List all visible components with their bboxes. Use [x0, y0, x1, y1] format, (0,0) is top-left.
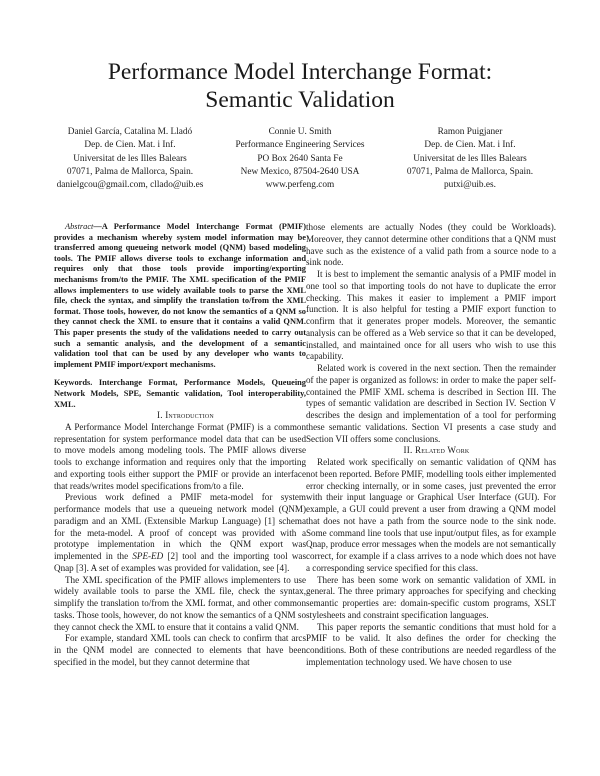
abstract-text: —A Performance Model Interchange Format (PMIF) provides a mechanism whereby system model information may be transferred among queueing network model (QNM) based modeling tools. The PMIF allows diverse tools to exchange information and requires only that those tools provide importing/exporting mechanisms from/to the PMIF. The XML specification of the PMIF allows implementers to use widely available tools to parse the XML file, check the syntax, and simplify the translation to/from the XML format. Those tools, however, do not know the semantics of a QNM so they cannot check the XML to ensure that it contains a valid QNM. This paper presents the study of the validations needed to carry out such a semantic analysis, and the development of a semantic validation tool that can be used by any developer who wants to implement PMIF import/export mechanisms. — [54, 222, 306, 369]
related-paragraph-1: Related work specifically on semantic validation of QNM has not been reported. Before PMIF, modelling tools either implemented error checking internally, or in some cases, just prevented the error with their input language or Graphical User Interface (GUI). For example, a GUI could prevent a user from drawing a QNM model that does not have a path from the source node to the sink node. Some command line tools that use input/output files, as for example Qnap, produce error messages when the models are not semantically correct, for example if a class arrives to a node which does not have a corresponding service specified for this class. — [306, 457, 556, 573]
author-2-company: Performance Engineering Services — [235, 140, 365, 151]
author-3-address: 07071, Palma de Mallorca, Spain. — [406, 166, 534, 177]
title-line-1: Performance Model Interchange Format: — [107, 59, 493, 85]
section-2-number: II. — [403, 445, 413, 456]
keywords: Keywords. Interchange Format, Performance Models, Queueing Network Models, SPE, Semantic validation, Tool interoperability, XML. — [54, 378, 306, 409]
author-1-dept: Dep. de Cien. Mat. i Inf. — [84, 140, 176, 151]
left-column — [54, 222, 306, 669]
author-3-name: Ramon Puigjaner — [437, 127, 503, 137]
right-column — [306, 222, 556, 669]
paper-title — [0, 58, 600, 114]
author-2-website: www.perfeng.com — [265, 180, 335, 191]
related-paragraph-2: There has been some work on semantic validation of XML in general. The three primary approaches for specifying and checking semantic properties are: domain-specific custom programs, XSLT stylesheets and constraint specification languages. — [306, 574, 556, 620]
intro-p2-end: [2] tool and the importing tool was Qnap [3]. A set of examples was provided for validation, see [4]. — [54, 551, 306, 573]
author-3 — [390, 126, 550, 192]
intro-paragraph-4: For example, standard XML tools can check to confirm that arcs in the QNM model are connected to elements that have been specified in the model, but they cannot determine that — [54, 633, 306, 667]
intro-paragraph-4-continued: those elements are actually Nodes (they could be Workloads). Moreover, they cannot determine other conditions that a QNM must have such as the existence of a valid path from a source node to a sink node. — [306, 222, 556, 268]
intro-p2-tool-name: SPE-ED — [132, 551, 164, 562]
author-3-dept: Dep. de Cien. Mat. i Inf. — [424, 140, 516, 151]
section-1-heading — [54, 410, 306, 422]
intro-paragraph-1: A Performance Model Interchange Format (PMIF) is a common representation for system performance model data that can be used to move models among modeling tools. The PMIF allows diverse tools to exchange information and requires only that the importing and exporting tools either support the PMIF or provide an interface that reads/writes model specifications from/to a file. — [54, 421, 306, 491]
author-1-email: danielgcou@gmail.com, cllado@uib.es — [56, 180, 204, 191]
author-2 — [230, 126, 370, 192]
section-2-heading — [306, 445, 556, 457]
intro-p2-start: Previous work defined a PMIF meta-model for system performance models that use a queueing network model (QNM) paradigm and an XML (Extensible Markup Language) [1] schema for the meta-model. A proof of concept was provided with a prototype implementation in which the QNM export was implemented in the — [54, 492, 306, 562]
intro-paragraph-5: It is best to implement the semantic analysis of a PMIF model in one tool so that importing tools do not have to duplicate the error checking. This makes it easier to implement a PMIF import function. It is also helpful for testing a PMIF export function to confirm that it generates proper models. Moreover, the semantic analysis can be offered as a Web service so that it can be developed, installed, and maintained once for all users who wish to use this capability. — [306, 269, 556, 362]
abstract — [54, 222, 306, 370]
abstract-label: Abstract — [65, 222, 94, 231]
author-1-name: Daniel García, Catalina M. Lladó — [67, 127, 193, 137]
author-2-address: New Mexico, 87504-2640 USA — [240, 166, 360, 177]
author-1-university: Universitat de les Illes Balears — [73, 153, 187, 164]
author-1-address: 07071, Palma de Mallorca, Spain. — [66, 166, 194, 177]
author-2-name: Connie U. Smith — [268, 127, 332, 137]
intro-paragraph-6: Related work is covered in the next section. Then the remainder of the paper is organized as follows: in order to make the paper self-contained the PMIF XML schema is described in Section III. The types of semantic validation are described in Section IV. Section V describes the design and implementation of a tool for performing these semantic validations. Section VI presents a case study and Section VII offers some conclusions. — [306, 363, 556, 444]
title-line-2: Semantic Validation — [205, 87, 395, 113]
author-1 — [50, 126, 210, 192]
section-1-title: Introduction — [165, 410, 214, 421]
author-3-university: Universitat de les Illes Balears — [413, 153, 527, 164]
author-3-email: putxi@uib.es. — [444, 180, 496, 191]
author-2-pobox: PO Box 2640 Santa Fe — [257, 153, 343, 164]
intro-paragraph-2 — [54, 492, 306, 574]
related-paragraph-3: This paper reports the semantic conditions that must hold for a PMIF to be valid. It also defines the order for checking the conditions. Both of these contributions are needed regardless of the implementation technology used. We have chosen to use — [306, 621, 556, 667]
section-2-title: Related Work — [414, 445, 470, 456]
section-1-number: I. — [157, 410, 163, 421]
intro-paragraph-3: The XML specification of the PMIF allows implementers to use widely available tools to parse the XML file, check the syntax, simplify the translation to/from the XML format, and other common tasks. Those tools, however, do not know the semantics of a QNM so they cannot check the XML to ensure that it contains a valid QNM. — [54, 574, 306, 632]
